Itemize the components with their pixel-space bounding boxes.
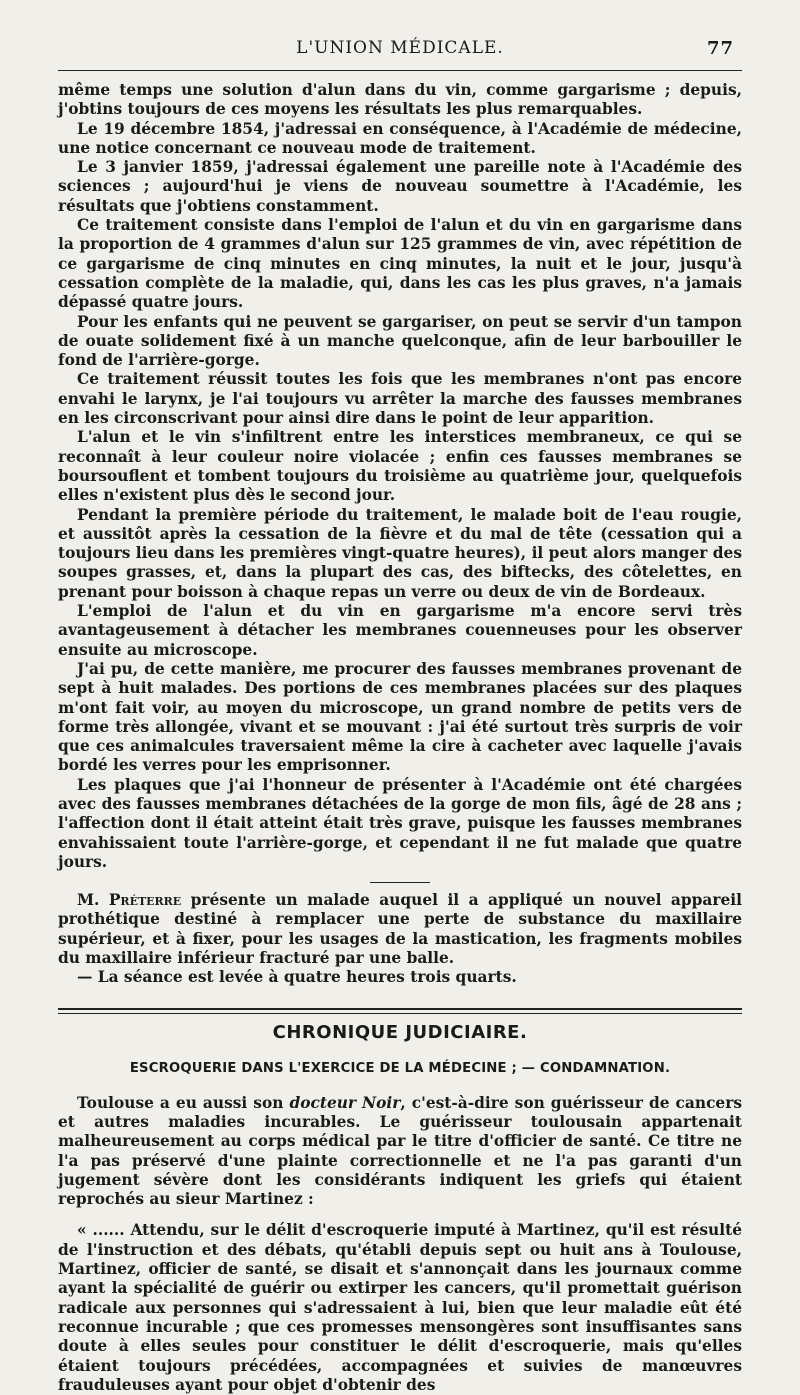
section-rule-top [58, 1008, 742, 1010]
preterre-text: présente un malade auquel il a appliqué un nouvel appareil prothétique destiné à remplacer une perte de substance du maxillaire supérieur, et à fixer, pour les usages de la mastication, les fragments mobiles du maxillaire inférieur fracturé par une balle. [58, 891, 742, 968]
judicial-paragraph [58, 1094, 742, 1210]
header-rule [58, 70, 742, 71]
preterre-name: Préterre [108, 891, 182, 910]
paragraph: L'emploi de l'alun et du vin en gargarisme m'a encore servi très avantageusement à détacher les membranes couenneuses pour les observer ensuite au microscope. [58, 602, 742, 659]
paragraph: L'alun et le vin s'infiltrent entre les interstices membraneux, ce qui se reconnaît à leur couleur noire violacée ; enfin ces fausses membranes se boursouflent et tombent toujours du troisième au quatrième jour, quelquefois elles n'existent plus dès le second jour. [58, 428, 742, 505]
paragraph: Pour les enfants qui ne peuvent se gargariser, on peut se servir d'un tampon de ouate solidement fixé à un manche quelconque, afin de leur barbouiller le fond de l'arrière-gorge. [58, 312, 742, 370]
page-number: 77 [706, 38, 734, 59]
paragraph: Le 19 décembre 1854, j'adressai en conséquence, à l'Académie de médecine, une notice concernant ce nouveau mode de traitement. [58, 119, 742, 157]
judgment-quote: « ...... Attendu, sur le délit d'escroquerie imputé à Martinez, qu'il est résulté de l'instruction et des débats, qu'établi depuis sept ou huit ans à Toulouse, Martinez, officier de santé, se disait et s'annonçait dans les journaux comme ayant la spécialité de guérir ou extirper les cancers, qu'il promettait guérison radicale aux personnes qui s'adressaient à lui, bien que leur maladie eût été reconnue incurable ; que ces promesses mensongères sont insuffisantes sans doute à elles seules pour constituer le délit d'escroquerie, mais qu'elles étaient toujours précédées, accompagnées et suivies de manœuvres frauduleuses ayant pour objet d'obtenir des [58, 1221, 742, 1394]
running-head [58, 38, 742, 68]
preterre-paragraph [58, 891, 742, 968]
paragraph: Ce traitement réussit toutes les fois que les membranes n'ont pas encore envahi le larynx, je l'ai toujours vu arrêter la marche des fausses membranes en les circonscrivant pour ainsi dire dans le point de leur apparition. [58, 370, 742, 428]
paragraph-gap [58, 1209, 742, 1221]
docteur-noir: docteur Noir [289, 1093, 401, 1112]
section-rule-bottom [58, 1013, 742, 1014]
paragraph: Les plaques que j'ai l'honneur de présenter à l'Académie ont été chargées avec des fausses membranes détachées de la gorge de mon fils, âgé de 28 ans ; l'affection dont il était atteint était très grave, puisque les fausses membranes envahissaient toute l'arrière-gorge, et cependant il ne fut malade que quatre jours. [58, 775, 742, 871]
paragraph: J'ai pu, de cette manière, me procurer des fausses membranes provenant de sept à huit malades. Des portions de ces membranes placées sur des plaques m'ont fait voir, au moyen du microscope, un grand nombre de petits vers de forme très allongée, vivant et se mouvant : j'ai été surtout très surpris de voir que ces animalcules traversaient même la cire à cacheter avec laquelle j'avais bordé les verres pour les emprisonner. [58, 659, 742, 775]
preterre-prefix: M. [77, 891, 109, 910]
journal-title: L'UNION MÉDICALE. [296, 38, 504, 58]
separator-rule [370, 882, 430, 883]
article-body [58, 81, 742, 872]
section-subtitle: ESCROQUERIE DANS L'EXERCICE DE LA MÉDECINE ; — CONDAMNATION. [129, 1060, 671, 1076]
paragraph: Pendant la première période du traitement, le malade boit de l'eau rougie, et aussitôt après la cessation de la fièvre et du mal de tête (cessation qui a toujours lieu dans les premières vingt-quatre heures), il peut alors manger des soupes grasses, et, dans la plupart des cas, des biftecks, des côtelettes, en prenant pour boisson à chaque repas un verre ou deux de vin de Bordeaux. [58, 505, 742, 601]
judicial-text-start: Toulouse a eu aussi son [77, 1093, 290, 1112]
paragraph: même temps une solution d'alun dans du vin, comme gargarisme ; depuis, j'obtins toujours de ces moyens les résultats les plus remarquables. [58, 81, 742, 119]
paragraph: Le 3 janvier 1859, j'adressai également une pareille note à l'Académie des sciences ; aujourd'hui je viens de nouveau soumettre à l'Académie, les résultats que j'obtiens constamment. [58, 158, 742, 215]
section-title: CHRONIQUE JUDICIAIRE. [272, 1021, 528, 1043]
closing-line: — La séance est levée à quatre heures trois quarts. [77, 968, 517, 987]
judicial-text-rest: , c'est-à-dire son guérisseur de cancers et autres maladies incurables. Le guérisseur toulousain appartenait malheureusement au corps médical par le titre d'officier de santé. Ce titre ne l'a pas préservé d'une plainte correctionnelle et ne l'a pas garanti d'un jugement sévère dont les considérants indiquent les griefs qui étaient reprochés au sieur Martinez : [58, 1093, 742, 1209]
paragraph: Ce traitement consiste dans l'emploi de l'alun et du vin en gargarisme dans la proportion de 4 grammes d'alun sur 125 grammes de vin, avec répétition de ce gargarisme de cinq minutes en cinq minutes, la nuit et le jour, jusqu'à cessation complète de la maladie, qui, dans les cas les plus graves, n'a jamais dépassé quatre jours. [58, 216, 742, 312]
